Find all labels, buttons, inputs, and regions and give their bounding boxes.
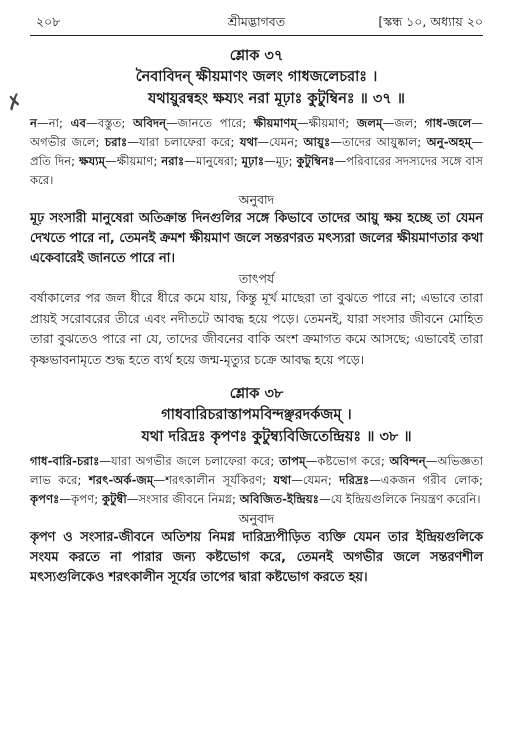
- synonym-meaning: মূঢ়;: [275, 154, 297, 168]
- synonym-term: কুটুম্বী: [101, 492, 127, 506]
- sloka-38-verse-line-2: যথা দরিদ্রঃ কৃপণঃ কুটুম্ব্যবিজিতেন্দ্রিয়ঃ ॥ ৩৮ ॥: [141, 429, 412, 445]
- sloka-37-purport-heading: তাৎপর্য: [238, 271, 275, 286]
- synonym-term: কুটুম্বিনঃ: [296, 154, 335, 168]
- sloka-38-translation: কৃপণ ও সংসার-জীবনে অতিশয় নিমগ্ন দারিদ্র্যপীড়িত ব্যক্তি যেমন তার ইন্দ্রিয়গুলিকে সংযম করতে না পারার জন্য কষ্টভোগ করে, তেমনই অগভীর জলে সন্তরণশীল মৎস্যগুলিকেও শরৎকালীন সূর্যের তাপের দ্বারা কষ্টভোগ করতে হয়।: [30, 530, 483, 585]
- synonym-meaning: অভিজ্ঞতা লাভ করে;: [30, 454, 483, 487]
- synonym-meaning: প্রতি দিন;: [30, 154, 80, 168]
- synonym-meaning: যারা অগভীর জলে চলাফেরা করে;: [111, 454, 279, 468]
- handwritten-margin-mark: ✗: [2, 87, 27, 117]
- sloka-38-translation-heading: অনুবাদ: [238, 511, 275, 526]
- synonym-meaning: কৃপণ;: [71, 492, 102, 506]
- synonym-term: গাধ-জলে: [424, 116, 472, 130]
- synonym-term: নরাঃ: [161, 154, 185, 168]
- page-number: ২০৮: [36, 14, 61, 29]
- synonym-meaning: অগভীর জলে;: [30, 135, 105, 149]
- synonym-term: মূঢ়াঃ: [241, 154, 265, 168]
- page-content: [30, 40, 483, 588]
- header-rule: [30, 35, 483, 36]
- synonym-meaning: মানুষেরা;: [195, 154, 242, 168]
- synonym-term: অবিন্দন্: [389, 454, 426, 468]
- synonym-term: অনু-অহম্: [426, 135, 472, 149]
- synonym-term: গাধ-বারি-চরাঃ: [30, 454, 100, 468]
- synonym-term: অবিজিত-ইন্দ্রিয়ঃ: [239, 492, 319, 506]
- synonym-term: শরৎ-অর্ক-জম্: [88, 473, 154, 487]
- synonym-term: জলম্: [356, 116, 383, 130]
- synonym-meaning: জল;: [394, 116, 425, 130]
- synonym-term: চরাঃ: [104, 135, 128, 149]
- sloka-38-verse-line-1: গাধবারিচরাস্তাপমবিন্দঞ্ছরদর্কজম্ ।: [161, 407, 352, 423]
- synonym-meaning: পরিবারের সদস্যদের সঙ্গে বাস করে।: [30, 154, 483, 187]
- sloka-37-purport: বর্ষাকালের পর জল ধীরে ধীরে কমে যায়, কিন্তু মূর্খ মাছেরা তা বুঝতে পারে না; এভাবে তারা প্রায়ই সরোবরের তীরে এবং নদীতটে আবদ্ধ হয়ে পড়ে। তেমনই, যারা সংসার জীবনে মোহিত তারা বুঝতেও পারে না যে, তাদের জীবনের বাকি অংশ ক্রমাগত কমে আসছে; এভাবেই তারা কৃষ্ণভাবনামৃতে শুদ্ধ হতে ব্যর্থ হয়ে জন্ম-মৃত্যুর চক্রে আবদ্ধ হয়ে পড়ে।: [30, 290, 483, 367]
- synonym-meaning: যেমন;: [302, 473, 340, 487]
- synonym-term: ক্ষীয়মাণম্: [253, 116, 297, 130]
- synonym-meaning: যে ইন্দ্রিয়গুলিকে নিয়ন্ত্রণ করেনি।: [330, 492, 481, 506]
- synonym-meaning: ক্ষীয়মাণ;: [116, 154, 162, 168]
- synonym-term: ন: [30, 116, 37, 130]
- synonym-meaning: কষ্টভোগ করে;: [317, 454, 390, 468]
- book-title: শ্রীমদ্ভাগবত: [227, 14, 286, 29]
- synonym-meaning: বস্তুত;: [97, 116, 134, 130]
- synonym-term: আয়ুঃ: [303, 135, 331, 149]
- sloka-38-title: শ্লোক ৩৮: [229, 386, 284, 402]
- synonym-meaning: তাদের আয়ুষ্কাল;: [341, 135, 427, 149]
- sloka-37-verse-line-2: যথায়ুরন্বহং ক্ষয্যং নরা মূঢ়াঃ কুটুম্বিনঃ ॥ ৩৭ ॥: [147, 91, 405, 107]
- sloka-37-translation-heading: অনুবাদ: [238, 192, 275, 207]
- synonym-term: তাপম্: [279, 454, 306, 468]
- sloka-37-title: শ্লোক ৩৭: [229, 48, 284, 64]
- synonym-meaning: সংসার জীবনে নিমগ্ন;: [138, 492, 240, 506]
- synonym-term: যথা: [273, 473, 292, 487]
- synonym-term: যথা: [239, 135, 258, 149]
- synonym-meaning: ক্ষীয়মাণ;: [308, 116, 357, 130]
- synonym-meaning: একজন গরীব লোক;: [380, 473, 483, 487]
- page-header: [30, 12, 483, 34]
- synonym-meaning: যারা চলাফেরা করে;: [138, 135, 240, 149]
- synonym-term: অবিদন্: [133, 116, 167, 130]
- synonym-meaning: যেমন;: [269, 135, 304, 149]
- synonym-term: এব: [70, 116, 87, 130]
- sloka-37-translation: মূঢ় সংসারী মানুষেরা অতিক্রান্ত দিনগুলির সঙ্গে কিভাবে তাদের আয়ু ক্ষয় হচ্ছে তা যেমন দেখতে পারে না, তেমনই ক্রমশ ক্ষীয়মাণ জলে সন্তরণরত মৎস্যরা জলের ক্ষীয়মাণতার কথা একেবারেই জানতে পারে না।: [30, 211, 483, 266]
- sloka-37-synonyms: ন—না; এব—বস্তুত; অবিদন্—জানতে পারে; ক্ষীয়মাণম্—ক্ষীয়মাণ; জলম্—জল; গাধ-জলে—অগভীর জলে; চরাঃ—যারা চলাফেরা করে; যথা—যেমন; আয়ুঃ—তাদের আয়ুষ্কাল; অনু-অহম্—প্রতি দিন; ক্ষয্যম্—ক্ষীয়মাণ; নরাঃ—মানুষেরা; মূঢ়াঃ—মূঢ়; কুটুম্বিনঃ—পরিবারের সদস্যদের সঙ্গে বাস করে।: [30, 116, 483, 187]
- synonym-term: দরিদ্রঃ: [339, 473, 370, 487]
- synonym-term: কৃপণঃ: [30, 492, 60, 506]
- synonym-meaning: না;: [48, 116, 71, 130]
- sloka-38-synonyms: গাধ-বারি-চরাঃ—যারা অগভীর জলে চলাফেরা করে; তাপম্—কষ্টভোগ করে; অবিন্দন্—অভিজ্ঞতা লাভ করে; শরৎ-অর্ক-জম্—শরৎকালীন সূর্যকিরণ; যথা—যেমন; দরিদ্রঃ—একজন গরীব লোক; কৃপণঃ—কৃপণ; কুটুম্বী—সংসার জীবনে নিমগ্ন; অবিজিত-ইন্দ্রিয়ঃ—যে ইন্দ্রিয়গুলিকে নিয়ন্ত্রণ করেনি।: [30, 454, 483, 506]
- synonym-meaning: শরৎকালীন সূর্যকিরণ;: [165, 473, 274, 487]
- chapter-location: [স্কন্ধ ১০, অধ্যায় ২০: [378, 14, 483, 29]
- sloka-37-verse-line-1: নৈবাবিদন্ ক্ষীয়মাণং জলং গাধজলেচরাঃ ।: [135, 69, 378, 85]
- synonym-term: ক্ষয্যম্: [79, 154, 106, 168]
- synonym-meaning: জানতে পারে;: [177, 116, 254, 130]
